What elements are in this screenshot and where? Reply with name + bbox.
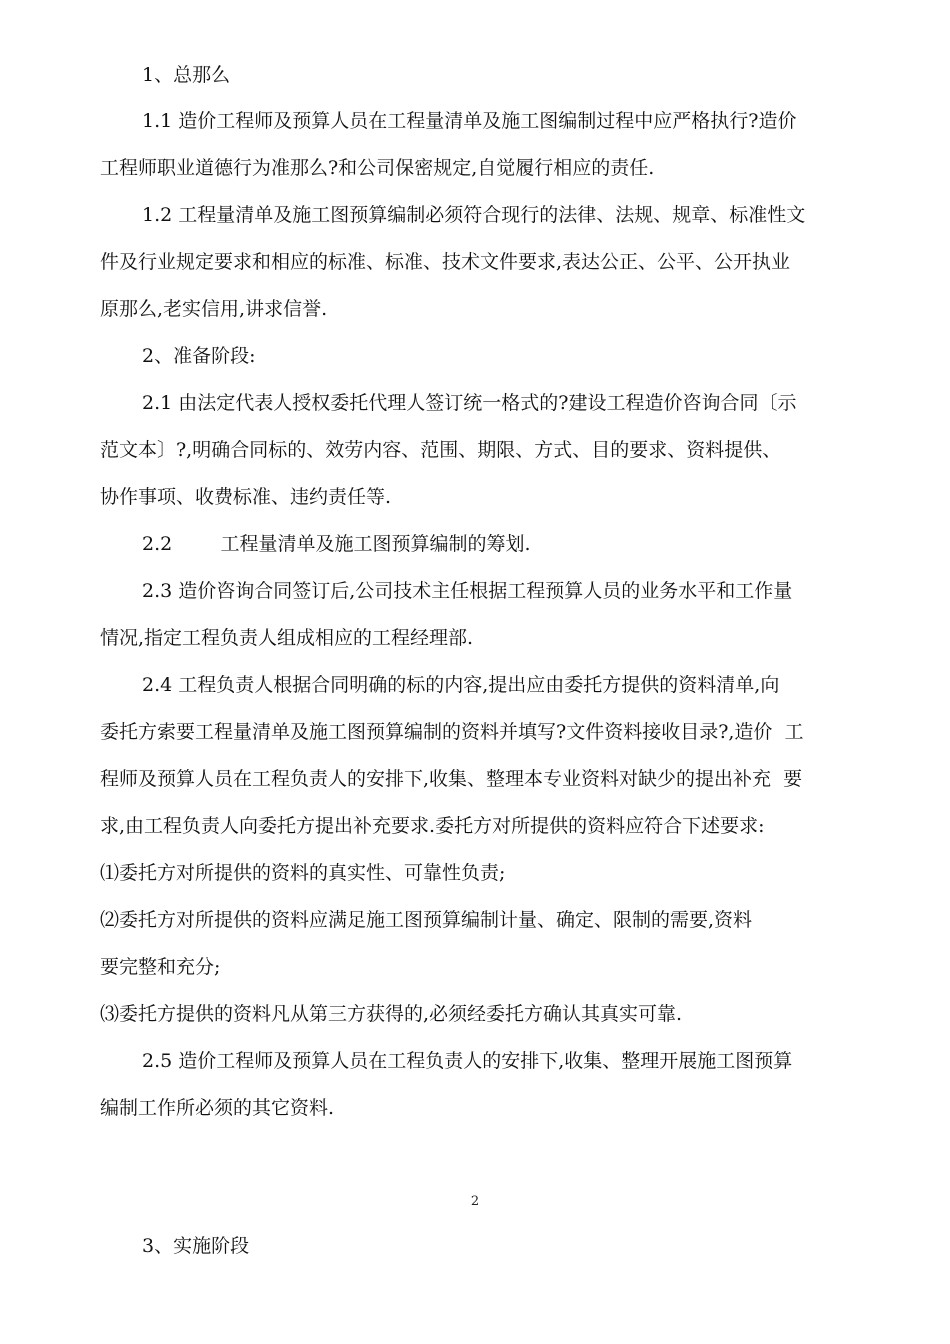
text-line: 2.2 工程量清单及施工图预算编制的筹划. — [142, 533, 531, 555]
paragraph-2-5 — [100, 1038, 860, 1132]
text-line: 求,由工程负责人向委托方提出补充要求.委托方对所提供的资料应符合下述要求: — [100, 815, 765, 837]
heading-implementation — [100, 1223, 860, 1270]
text-line: 原那么,老实信用,讲求信誉. — [100, 298, 328, 320]
text-line: 2.1 由法定代表人授权委托代理人签订统一格式的?建设工程造价咨询合同〔示 — [142, 392, 797, 414]
text-line: 2、准备阶段: — [142, 345, 256, 367]
page-number: 2 — [470, 1194, 480, 1209]
text-line: 情况,指定工程负责人组成相应的工程经理部. — [100, 627, 474, 649]
text-line: 1、总那么 — [142, 64, 231, 86]
text-line: 件及行业规定要求和相应的标准、标准、技术文件要求,表达公正、公平、公开执业 — [100, 251, 791, 273]
text-line: 委托方索要工程量清单及施工图预算编制的资料并填写?文件资料接收目录?,造价 工 — [100, 721, 804, 743]
heading-general — [100, 52, 860, 99]
heading-preparation — [100, 333, 860, 380]
text-line: 1.1 造价工程师及预算人员在工程量清单及施工图编制过程中应严格执行?造价 — [142, 110, 797, 132]
text-line: 2.4 工程负责人根据合同明确的标的内容,提出应由委托方提供的资料清单,向 — [142, 674, 780, 696]
text-line: 工程师职业道德行为准那么?和公司保密规定,自觉履行相应的责任. — [100, 157, 655, 179]
text-line: ⑵委托方对所提供的资料应满足施工图预算编制计量、确定、限制的需要,资料 — [100, 909, 753, 931]
text-line: 协作事项、收费标准、违约责任等. — [100, 486, 392, 508]
text-line: 编制工作所必须的其它资料. — [100, 1097, 335, 1119]
text-line: 3、实施阶段 — [142, 1235, 250, 1257]
text-line: 2.3 造价咨询合同签订后,公司技术主任根据工程预算人员的业务水平和工作量 — [142, 580, 793, 602]
text-line: 2.5 造价工程师及预算人员在工程负责人的安排下,收集、整理开展施工图预算 — [142, 1050, 793, 1072]
paragraph-2-2 — [100, 521, 860, 568]
paragraph-1-2 — [100, 192, 860, 333]
paragraph-2-3 — [100, 568, 860, 662]
text-line: 范文本〕?,明确合同标的、效劳内容、范围、期限、方式、目的要求、资料提供、 — [100, 439, 782, 461]
text-line: 要完整和充分; — [100, 956, 221, 978]
paragraph-1-1 — [100, 98, 860, 192]
paragraph-2-4 — [100, 662, 860, 850]
text-line: ⑶委托方提供的资料凡从第三方获得的,必须经委托方确认其真实可靠. — [100, 1003, 683, 1025]
requirement-2 — [100, 897, 860, 991]
text-line: 程师及预算人员在工程负责人的安排下,收集、整理本专业资料对缺少的提出补充 要 — [100, 768, 803, 790]
requirement-1 — [100, 850, 860, 897]
text-line: ⑴委托方对所提供的资料的真实性、可靠性负责; — [100, 862, 506, 884]
paragraph-2-1 — [100, 380, 860, 521]
requirement-3 — [100, 991, 860, 1038]
text-line: 1.2 工程量清单及施工图预算编制必须符合现行的法律、法规、规章、标准性文 — [142, 204, 806, 226]
